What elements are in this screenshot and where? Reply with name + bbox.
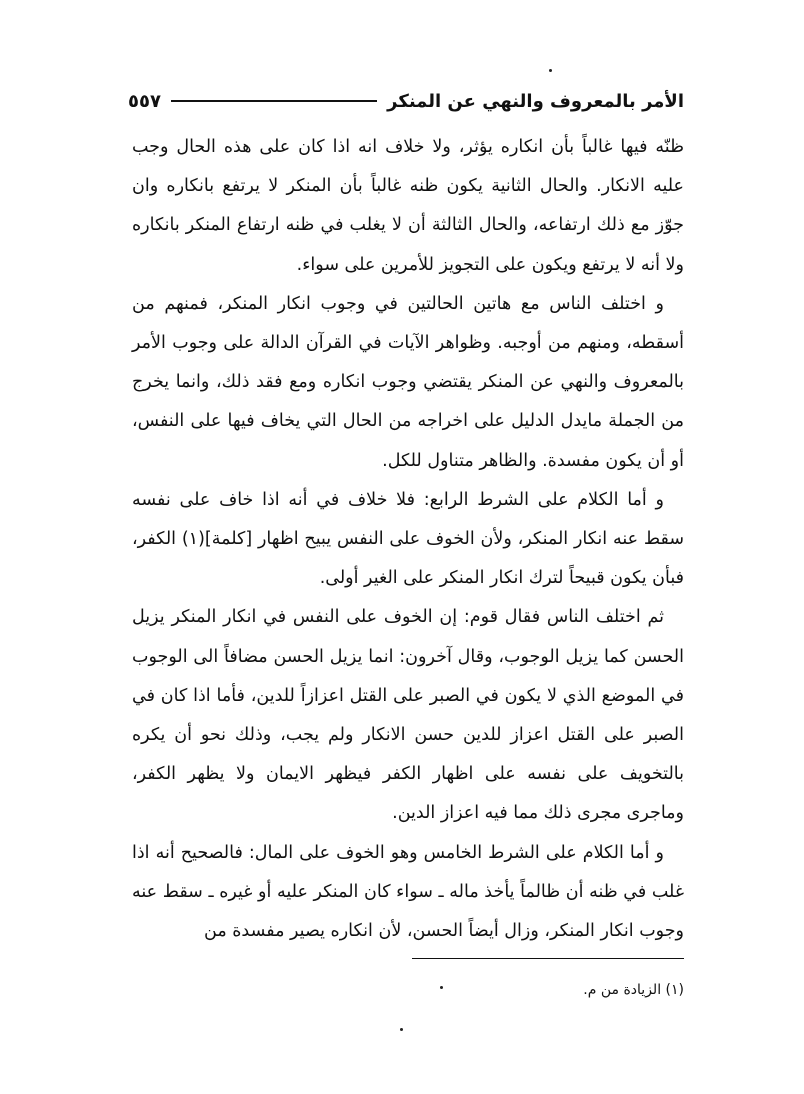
paragraph-5: و أما الكلام على الشرط الخامس وهو الخوف على المال: فالصحيح أنه اذا غلب في ظنه أن ظالماً يأخذ ماله ـ سواء كان المنكر عليه أو غيره ـ سقط عنه وجوب انكار المنكر، وزال أيضاً الحسن، لأن انكاره يصير مفسدة من bbox=[132, 842, 684, 942]
ink-speck bbox=[400, 1028, 403, 1031]
ink-speck bbox=[549, 69, 552, 72]
footnote: (١) الزيادة من م. bbox=[583, 982, 684, 998]
main-text bbox=[132, 128, 684, 951]
paragraph-2: و اختلف الناس مع هاتين الحالتين في وجوب انكار المنكر، فمنهم من أسقطه، ومنهم من أوجبه. وظواهر الآيات في القرآن الدالة على وجوب الأمر بالمعروف والنهي عن المنكر يقتضي وجوب انكاره ومع فقد ذلك، وانما يخرج من الجملة مايدل الدليل على اخراجه من الحال التي يخاف فيها على النفس، أو أن يكون مفسدة. والظاهر متناول للكل. bbox=[132, 293, 684, 471]
page-number: ٥٥٧ bbox=[128, 90, 161, 112]
paragraph-4: ثم اختلف الناس فقال قوم: إن الخوف على النفس في انكار المنكر يزيل الحسن كما يزيل الوجوب، وقال آخرون: انما يزيل الحسن مضافاً الى الوجوب في الموضع الذي لا يكون في الصبر على القتل اعزازاً للدين، فأما اذا كان في الصبر على القتل اعزاز للدين حسن الانكار ولم يجب، وذلك نحو أن يكره بالتخويف على نفسه على اظهار الكفر فيظهر الايمان ولا يظهر الكفر، وماجرى مجرى ذلك مما فيه اعزاز الدين. bbox=[132, 607, 684, 824]
footnote-rule bbox=[412, 958, 684, 959]
header-title: الأمر بالمعروف والنهي عن المنكر bbox=[387, 90, 684, 112]
paragraph-3: و أما الكلام على الشرط الرابع: فلا خلاف في أنه اذا خاف على نفسه سقط عنه انكار المنكر، ولأن الخوف على النفس يبيح اظهار [كلمة](١) الكفر، فبأن يكون قبيحاً لترك انكار المنكر على الغير أولى. bbox=[132, 489, 684, 589]
running-header bbox=[128, 86, 684, 116]
header-rule bbox=[171, 100, 377, 102]
paragraph-1: ظنّه فيها غالباً بأن انكاره يؤثر، ولا خلاف انه اذا كان على هذه الحال وجب عليه الانكار. والحال الثانية يكون ظنه غالباً بأن المنكر لا يرتفع بانكاره وان جوّز مع ذلك ارتفاعه، والحال الثالثة أن لا يغلب في ظنه ارتفاع المنكر بانكاره ولا أنه لا يرتفع ويكون على التجويز للأمرين على سواء. bbox=[132, 137, 684, 275]
